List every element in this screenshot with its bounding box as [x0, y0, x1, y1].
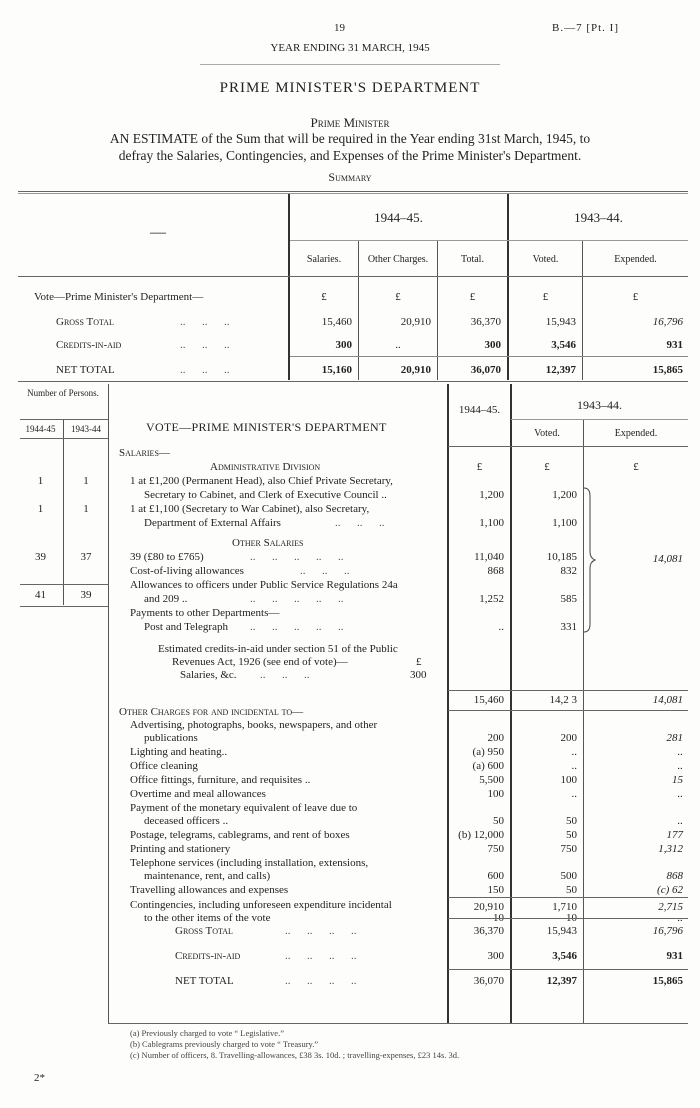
other-charge-value-a: 10 [493, 912, 504, 924]
number-of-persons: Number of Persons. [27, 388, 99, 398]
credits-line-c: Salaries, &c. [180, 669, 237, 681]
credits-line-a: Estimated credits-in-aid under section 51 of the Public [158, 643, 398, 655]
sal-f-voted: 331 [560, 621, 577, 633]
sal-brace-expended: 14,081 [652, 553, 683, 565]
other-charge-value-e: 15 [672, 774, 683, 786]
sum-credits-sal: 300 [335, 339, 352, 351]
salary-2-line-b: Department of External Affairs [144, 517, 281, 529]
other-charge-value-v: .. [571, 746, 577, 758]
department-title: PRIME MINISTER'S DEPARTMENT [219, 80, 481, 96]
sal-total-1944: 15,460 [473, 694, 504, 706]
pound-sign: £ [321, 291, 327, 303]
col-expended: Expended. [614, 254, 657, 265]
vote-label: Vote—Prime Minister's Department— [34, 291, 204, 303]
summary-year-current: 1944–45. [374, 210, 423, 225]
sal-c-1944: 11,040 [474, 551, 504, 563]
salary-2-line-a: 1 at £1,100 (Secretary to War Cabinet), also Secretary, [130, 503, 370, 515]
np-total-a: 41 [35, 589, 46, 601]
sum-net-voted: 12,397 [545, 364, 576, 376]
other-charge-value-v: 50 [566, 884, 577, 896]
other-charge-label: Postage, telegrams, cablegrams, and rent of boxes [130, 829, 350, 841]
sal-a-voted: 1,200 [552, 489, 577, 501]
np-1a: 1 [37, 475, 44, 487]
salary-6-line-b: Post and Telegraph [144, 621, 228, 633]
net-total-expended: 15,865 [652, 975, 683, 987]
np-1b: 1 [83, 475, 89, 487]
salary-1-line-a: 1 at £1,200 (Permanent Head), also Chief Private Secretary, [130, 475, 393, 487]
sal-total-expended: 14,081 [652, 694, 683, 706]
brace-icon [582, 486, 596, 634]
summary-gross-label: Gross Total [56, 316, 114, 328]
other-charge-value-a: 5,500 [479, 774, 504, 786]
other-charge-value-a: 150 [487, 884, 504, 896]
summary-net-label: NET TOTAL [56, 364, 115, 376]
credits-pound: £ [416, 656, 422, 668]
other-charge-value-e: 1,312 [658, 843, 683, 855]
other-charge-label: Office fittings, furniture, and requisites .. [130, 774, 311, 786]
credits-in-aid-1944: 300 [487, 950, 504, 962]
other-charge-label: Telephone services (including installation, extensions, [130, 857, 369, 869]
pound-sign: £ [544, 461, 550, 473]
sum-net-exp: 15,865 [652, 364, 683, 376]
sal-d-1944: 868 [487, 565, 504, 577]
sal-d-voted: 832 [560, 565, 577, 577]
credits-value: 300 [410, 669, 427, 681]
signature-mark: 2* [34, 1072, 45, 1084]
oc-total-expended: 2,715 [658, 901, 683, 913]
np-2b: 1 [83, 503, 89, 515]
page-number: 19 [334, 22, 345, 34]
other-charge-value-a: (a) 950 [472, 746, 504, 758]
pound-sign: £ [476, 461, 483, 473]
sal-e-1944: 1,252 [479, 593, 504, 605]
other-charge-label: to the other items of the vote [144, 912, 271, 924]
sal-a-1944: 1,200 [479, 489, 504, 501]
summary-heading: Summary [328, 170, 372, 184]
other-charge-label: Payment of the monetary equivalent of leave due to [130, 802, 358, 814]
salary-5-line-b: and 209 .. [144, 593, 188, 605]
other-charge-value-e: .. [677, 815, 683, 827]
other-charge-value-e: .. [677, 760, 683, 772]
sal-b-1944: 1,100 [479, 517, 504, 529]
other-charges-heading: Other Charges for and incidental to— [119, 706, 304, 718]
pound-sign: £ [633, 461, 639, 473]
pound-sign: £ [395, 291, 401, 303]
sum-credits-oc: .. [395, 339, 401, 351]
np-total-b: 39 [80, 589, 92, 601]
other-charge-value-e: .. [677, 912, 683, 924]
other-charge-value-e: .. [677, 788, 683, 800]
gross-total-expended: 16,796 [652, 925, 683, 937]
sal-f-1944: .. [498, 621, 504, 633]
other-charge-value-a: 750 [487, 843, 504, 855]
col-total: Total. [461, 254, 484, 265]
sum-gross-voted: 15,943 [545, 316, 576, 328]
credits-in-aid-label: Credits-in-aid [175, 950, 241, 962]
year-line: YEAR ENDING 31 MARCH, 1945 [270, 42, 430, 54]
other-charge-value-a: 50 [493, 815, 504, 827]
other-salaries: Other Salaries [232, 537, 304, 549]
sal-total-voted: 14,2 3 [549, 694, 577, 706]
salary-3: 39 (£80 to £765) [130, 551, 204, 563]
np-3a: 39 [35, 551, 46, 563]
other-charge-value-v: 50 [566, 815, 577, 827]
net-total-label: NET TOTAL [175, 975, 234, 987]
pound-sign: £ [542, 291, 549, 303]
sum-gross-oc: 20,910 [400, 316, 431, 328]
other-charge-value-v: 100 [560, 774, 577, 786]
detail-col-1943: 1943–44. [577, 398, 622, 412]
pound-sign: £ [632, 291, 639, 303]
other-charge-label: publications [144, 732, 198, 744]
other-charge-value-e: (c) 62 [657, 884, 683, 896]
salary-6-line-a: Payments to other Departments— [130, 607, 280, 619]
other-charge-label: Contingencies, including unforeseen expenditure incidental [130, 899, 392, 911]
other-charge-label: deceased officers .. [144, 815, 229, 827]
gross-total-voted: 15,943 [546, 925, 577, 937]
summary-dash: — [150, 224, 166, 241]
col-salaries: Salaries. [306, 254, 342, 265]
net-total-1944: 36,070 [473, 975, 504, 987]
admin-division: Administrative Division [210, 461, 321, 473]
summary-year-prev: 1943–44. [574, 210, 623, 225]
gross-total-label: Gross Total [175, 925, 233, 937]
np-3b: 37 [80, 551, 92, 563]
other-charge-value-v: .. [571, 788, 577, 800]
pound-sign: £ [469, 291, 476, 303]
other-charge-value-e: 281 [666, 732, 683, 744]
other-charge-label: Travelling allowances and expenses [130, 884, 289, 896]
sum-gross-sal: 15,460 [321, 316, 352, 328]
sum-credits-total: 300 [484, 339, 501, 351]
sum-net-sal: 15,160 [321, 364, 352, 376]
other-charge-value-e: .. [677, 746, 683, 758]
other-charge-value-a: 600 [487, 870, 504, 882]
sum-gross-total: 36,370 [470, 316, 501, 328]
col-voted: Voted. [532, 254, 559, 265]
net-total-voted: 12,397 [546, 975, 577, 987]
other-charge-value-v: 750 [560, 843, 577, 855]
other-charge-value-a: 200 [487, 732, 504, 744]
detail-col-1944: 1944–45. [458, 404, 501, 416]
credits-in-aid-expended: 931 [666, 950, 683, 962]
sum-net-total: 36,070 [470, 364, 501, 376]
other-charge-label: maintenance, rent, and calls) [144, 870, 271, 882]
other-charge-label: Printing and stationery [130, 843, 231, 855]
detail-col-voted: Voted. [534, 428, 560, 439]
other-charge-value-a: 100 [487, 788, 504, 800]
other-charge-value-v: 500 [560, 870, 577, 882]
estimate-line-2: defray the Salaries, Contingencies, and Expenses of the Prime Minister's Department. [118, 148, 582, 163]
sub-title: Prime Minister [310, 115, 390, 130]
oc-total-voted: 1,710 [552, 901, 577, 913]
col-other-charges: Other Charges. [367, 254, 429, 265]
summary-credits-label: Credits-in-aid [56, 339, 122, 351]
salary-4: Cost-of-living allowances [130, 565, 244, 577]
np-2a: 1 [37, 503, 44, 515]
estimate-line-1: AN ESTIMATE of the Sum that will be required in the Year ending 31st March, 1945, to [109, 131, 591, 146]
sal-b-voted: 1,100 [552, 517, 577, 529]
page-reference: B.—7 [Pt. I] [552, 22, 619, 34]
other-charge-value-a: (a) 600 [472, 760, 504, 772]
other-charge-label: Overtime and meal allowances [130, 788, 266, 800]
np-year-1: 1944-45 [25, 424, 56, 434]
other-charge-value-v: 50 [566, 829, 577, 841]
other-charge-value-e: 177 [666, 829, 683, 841]
sal-e-voted: 585 [560, 593, 577, 605]
other-charge-label: Office cleaning [130, 760, 198, 772]
credits-line-b: Revenues Act, 1926 (see end of vote)— [172, 656, 348, 668]
sum-credits-voted: 3,546 [551, 339, 576, 351]
credits-in-aid-voted: 3,546 [552, 950, 577, 962]
salary-1-line-b: Secretary to Cabinet, and Clerk of Executive Council .. [144, 489, 387, 501]
vote-title: VOTE—PRIME MINISTER'S DEPARTMENT [146, 420, 387, 434]
sum-net-oc: 20,910 [400, 364, 431, 376]
footnote-c: (c) Number of officers, 8. Travelling-allowances, £38 3s. 10d. ; travelling-expenses, £23 14s. 3d. [130, 1050, 460, 1060]
other-charge-label: Lighting and heating.. [130, 746, 228, 758]
sal-c-voted: 10,185 [546, 551, 577, 563]
other-charge-value-v: 200 [560, 732, 577, 744]
footnote-a: (a) Previously charged to vote “ Legislative.” [130, 1028, 284, 1038]
other-charge-value-v: 10 [566, 912, 577, 924]
other-charge-value-a: (b) 12,000 [458, 829, 504, 841]
other-charge-value-v: .. [571, 760, 577, 772]
sum-credits-exp: 931 [666, 339, 683, 351]
oc-total-1944: 20,910 [473, 901, 504, 913]
footnote-b: (b) Cablegrams previously charged to vote “ Treasury.” [130, 1039, 319, 1049]
salaries-heading: Salaries— [119, 447, 170, 459]
other-charge-label: Advertising, photographs, books, newspapers, and other [130, 719, 378, 731]
detail-col-expended: Expended. [614, 428, 658, 439]
gross-total-1944: 36,370 [473, 925, 504, 937]
other-charge-value-e: 868 [666, 870, 683, 882]
salary-5-line-a: Allowances to officers under Public Service Regulations 24a [130, 579, 398, 591]
sum-gross-exp: 16,796 [652, 316, 683, 328]
np-year-2: 1943-44 [71, 424, 101, 434]
